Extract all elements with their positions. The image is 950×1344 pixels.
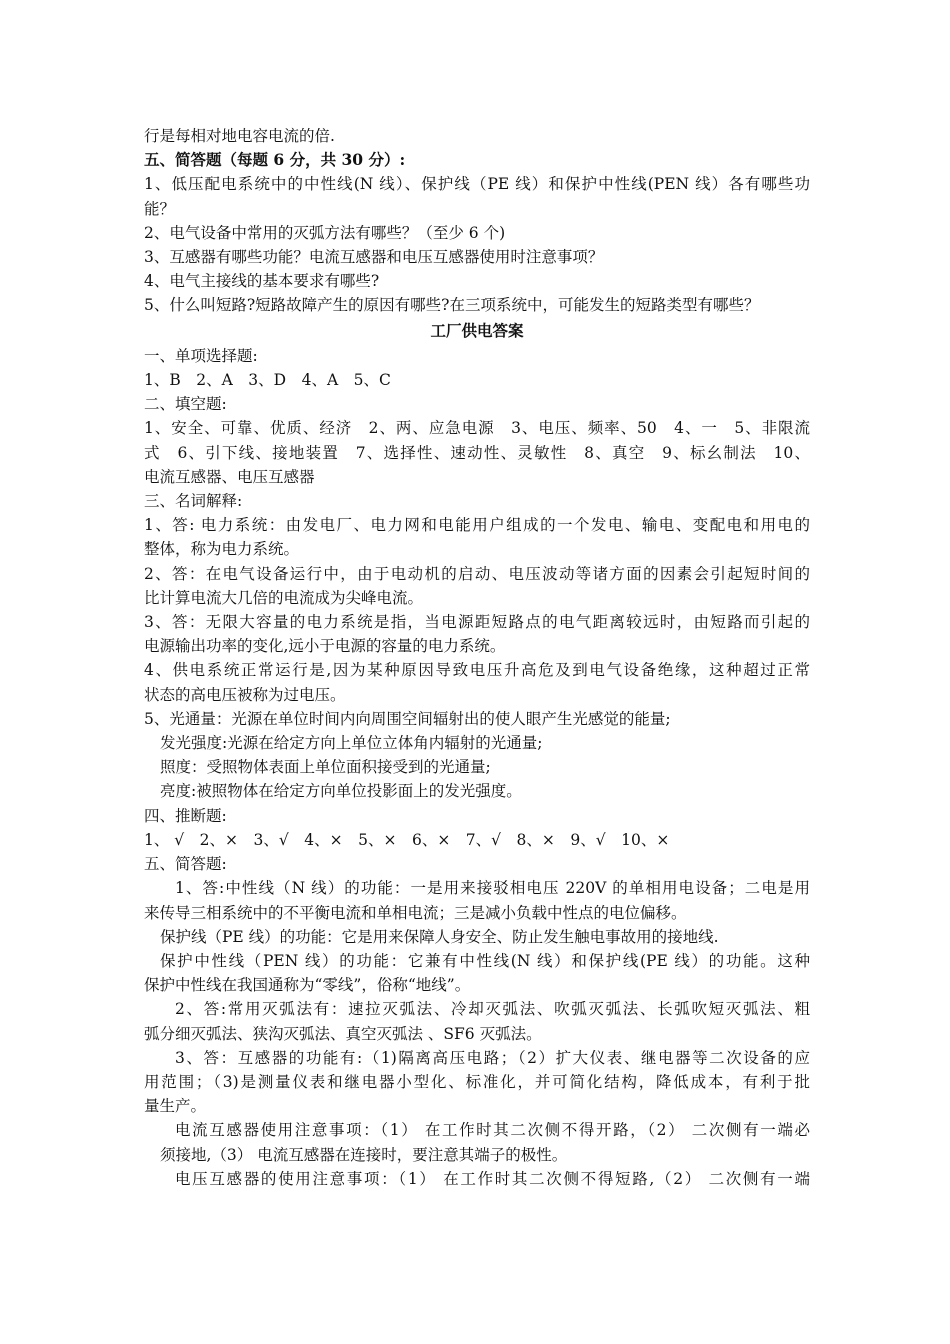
text-line: 电流互感器使用注意事项：（1） 在工作时其二次侧不得开路，（2） 二次侧有一端必 <box>175 1121 810 1140</box>
text-line: 电源输出功率的变化,远小于电源的容量的电力系统。 <box>144 637 506 656</box>
text-line: 四、推断题: <box>144 806 227 825</box>
text-line: 用范围；（3)是测量仪表和继电器小型化、标准化，并可简化结构，降低成本，有利于批 <box>144 1072 810 1091</box>
text-line: 弧分细灭弧法、狭沟灭弧法、真空灭弧法 、SF6 灭弧法。 <box>144 1024 542 1043</box>
text-line: 1、B 2、A 3、D 4、A 5、C <box>144 371 391 390</box>
text-line: 2、电气设备中常用的灭弧方法有哪些？（至少 6 个) <box>144 223 506 242</box>
text-line: 1、 √ 2、× 3、√ 4、× 5、× 6、× 7、√ 8、× 9、√ 10、× <box>144 830 670 849</box>
text-line: 二、填空题: <box>144 395 227 414</box>
text-line: 1、低压配电系统中的中性线(N 线）、保护线（PE 线）和保护中性线(PEN 线）各有哪些功 <box>144 175 810 194</box>
text-line: 保护中性线在我国通称为“零线”，俗称“地线”。 <box>144 976 471 995</box>
text-line: 行是每相对地电容电流的倍. <box>144 127 335 145</box>
text-line: 3、答：无限大容量的电力系统是指，当电源距短路点的电气距离较远时，由短路而引起的 <box>144 613 810 632</box>
text-line: 须接地,（3） 电流互感器在连接时，要注意其端子的极性。 <box>160 1145 568 1164</box>
text-line: 1、安全、可靠、优质、经济 2、两、应急电源 3、电压、频率、50 4、一 5、非限流 <box>144 419 810 438</box>
text-line: 4、电气主接线的基本要求有哪些? <box>144 272 380 291</box>
text-line: 五、简答题: <box>144 855 227 874</box>
text-line: 4、供电系统正常运行是,因为某种原因导致电压升高危及到电气设备绝缘，这种超过正常 <box>144 661 810 680</box>
text-line: 亮度:被照物体在给定方向单位投影面上的发光强度。 <box>160 782 522 801</box>
text-line: 发光强度:光源在给定方向上单位立体角内辐射的光通量; <box>160 734 543 753</box>
text-line: 式 6、引下线、接地装置 7、选择性、速动性、灵敏性 8、真空 9、标幺制法 10、 <box>144 443 810 462</box>
text-line: 整体，称为电力系统。 <box>144 540 300 559</box>
section-title: 工厂供电答案 <box>430 320 524 340</box>
text-line: 1、答: 电力系统：由发电厂、电力网和电能用户组成的一个发电、输电、变配电和用电的 <box>144 516 810 535</box>
text-line: 1、答:中性线（N 线）的功能：一是用来接驳相电压 220V 的单相用电设备；二电是用 <box>175 879 810 898</box>
text-line: 保护中性线（PEN 线）的功能：它兼有中性线(N 线）和保护线(PE 线）的功能。这种 <box>160 951 810 970</box>
text-line: 2、答：在电气设备运行中，由于电动机的启动、电压波动等诸方面的因素会引起短时间的 <box>144 564 810 583</box>
text-line: 照度：受照物体表面上单位面积接受到的光通量; <box>160 758 491 777</box>
text-line: 能？ <box>144 199 176 218</box>
document-page <box>144 124 810 1191</box>
text-line: 5、什么叫短路?短路故障产生的原因有哪些?在三项系统中，可能发生的短路类型有哪些？ <box>144 296 760 315</box>
text-line: 电压互感器的使用注意事项：（1） 在工作时其二次侧不得短路,（2） 二次侧有一端 <box>175 1169 810 1188</box>
text-line: 2、答:常用灭弧法有：速拉灭弧法、冷却灭弧法、吹弧灭弧法、长弧吹短灭弧法、粗 <box>175 1000 810 1019</box>
text-line: 3、互感器有哪些功能？电流互感器和电压互感器使用时注意事项？ <box>144 248 604 267</box>
text-line: 比计算电流大几倍的电流成为尖峰电流。 <box>144 588 424 607</box>
text-line: 来传导三相系统中的不平衡电流和单相电流；三是减小负载中性点的电位偏移。 <box>144 903 687 922</box>
text-line: 3、答：互感器的功能有:（1)隔离高压电路；（2）扩大仪表、继电器等二次设备的应 <box>175 1048 810 1067</box>
text-line: 五、简答题（每题 6 分，共 30 分）: <box>144 150 406 170</box>
text-line: 三、名词解释: <box>144 492 243 511</box>
text-line: 一、单项选择题: <box>144 346 258 365</box>
text-line: 状态的高电压被称为过电压。 <box>144 685 346 704</box>
text-line: 5、光通量：光源在单位时间内向周围空间辐射出的使人眼产生光感觉的能量; <box>144 709 671 728</box>
text-line: 量生产。 <box>144 1097 207 1116</box>
text-line: 保护线（PE 线）的功能：它是用来保障人身安全、防止发生触电事故用的接地线. <box>160 927 719 946</box>
text-line: 电流互感器、电压互感器 <box>144 467 315 486</box>
